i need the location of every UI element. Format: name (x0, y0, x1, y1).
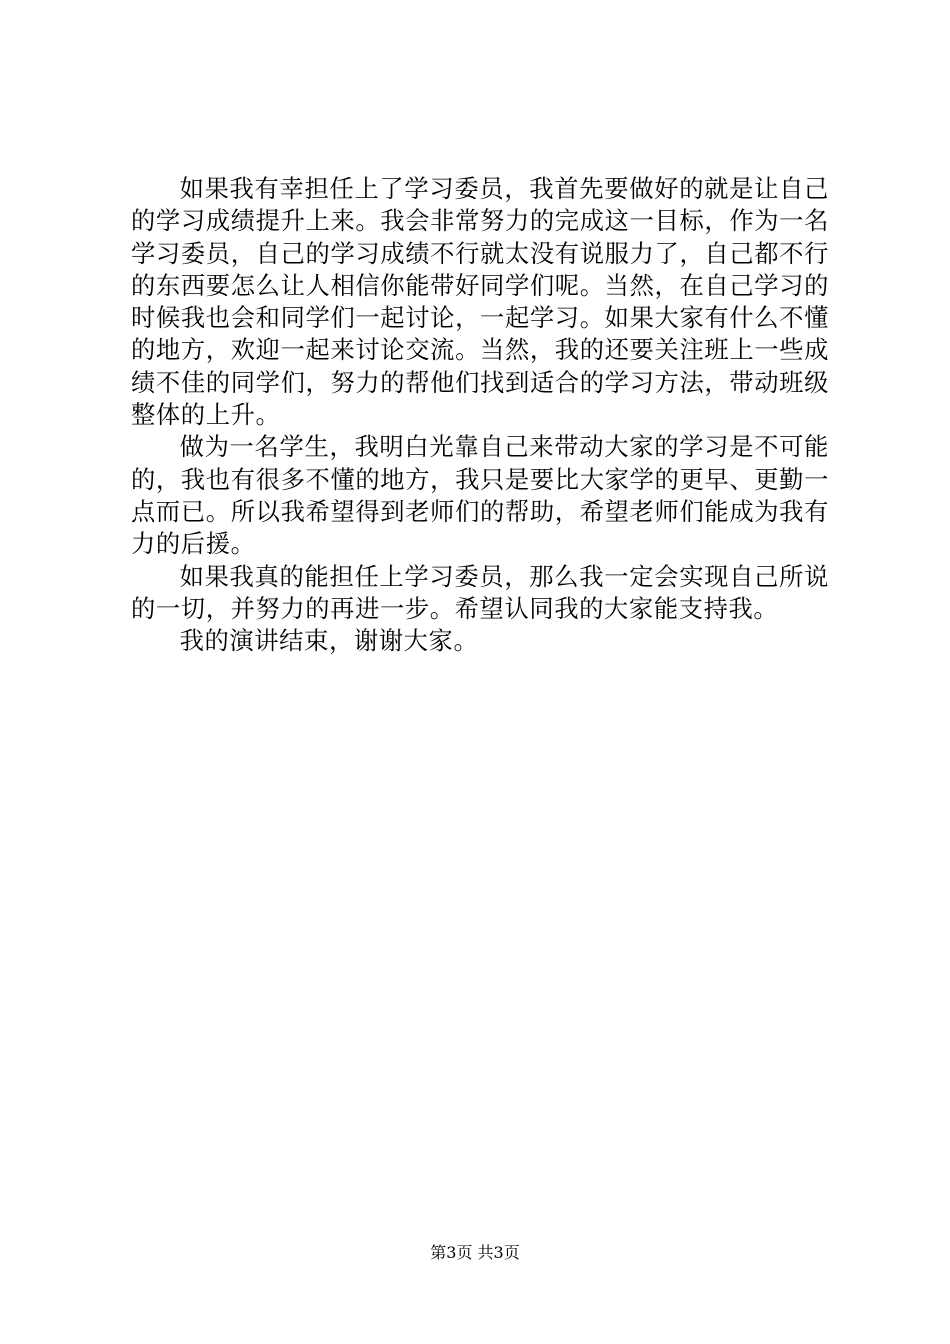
paragraph-1: 如果我有幸担任上了学习委员，我首先要做好的就是让自己的学习成绩提升上来。我会非常努力的完成这一目标，作为一名学习委员，自己的学习成绩不行就太没有说服力了，自己都不行的东西要怎么让人相信你能带好同学们呢。当然，在自己学习的时候我也会和同学们一起讨论，一起学习。如果大家有什么不懂的地方，欢迎一起来讨论交流。当然，我的还要关注班上一些成绩不佳的同学们，努力的帮他们找到适合的学习方法，带动班级整体的上升。 (131, 174, 829, 430)
page-footer (0, 1243, 950, 1263)
document-body (131, 173, 829, 657)
page-number-label: 第3页 共3页 (430, 1243, 520, 1262)
paragraph-4: 我的演讲结束，谢谢大家。 (179, 626, 479, 656)
paragraph-2: 做为一名学生，我明白光靠自己来带动大家的学习是不可能的，我也有很多不懂的地方，我只是要比大家学的更早、更勤一点而已。所以我希望得到老师们的帮助，希望老师们能成为我有力的后援。 (131, 432, 829, 559)
paragraph-3: 如果我真的能担任上学习委员，那么我一定会实现自己所说的一切，并努力的再进一步。希望认同我的大家能支持我。 (131, 561, 829, 623)
